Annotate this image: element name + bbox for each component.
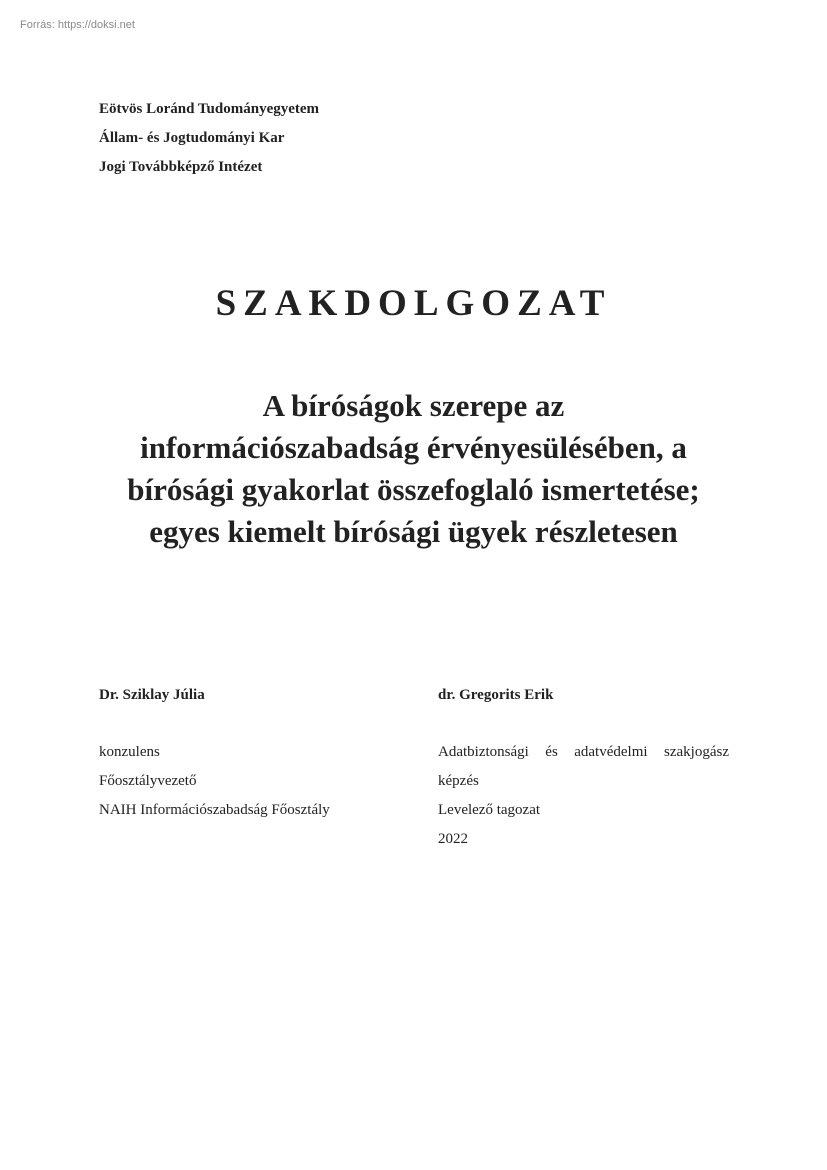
- consultant-position: Főosztályvezető: [99, 773, 197, 789]
- thesis-title: [70, 385, 757, 553]
- institution-block: [99, 100, 319, 187]
- student-study-mode: Levelező tagozat: [438, 802, 541, 818]
- consultant-details: [99, 743, 399, 830]
- faculty-name: Állam- és Jogtudományi Kar: [99, 130, 285, 146]
- consultant-department: NAIH Információszabadság Főosztály: [99, 802, 330, 818]
- consultant-name: Dr. Sziklay Júlia: [99, 687, 205, 703]
- student-details: [438, 743, 729, 859]
- institute-name: Jogi Továbbképző Intézet: [99, 159, 263, 175]
- source-watermark: Forrás: https://doksi.net: [20, 19, 135, 31]
- consultant-role: konzulens: [99, 744, 160, 760]
- thesis-title-line: bírósági gyakorlat összefoglaló ismertetése;: [127, 472, 700, 507]
- thesis-title-line: információszabadság érvényesülésében, a: [140, 430, 687, 465]
- student-name: dr. Gregorits Erik: [438, 687, 554, 703]
- student-program-line1: Adatbiztonsági és adatvédelmi szakjogász: [438, 744, 729, 760]
- student-block: [438, 686, 729, 859]
- student-program-line2: képzés: [438, 773, 479, 789]
- document-type-heading: SZAKDOLGOZAT: [215, 283, 612, 324]
- thesis-title-line: A bíróságok szerepe az: [262, 388, 565, 423]
- university-name: Eötvös Loránd Tudományegyetem: [99, 101, 320, 117]
- thesis-title-line: egyes kiemelt bírósági ügyek részletesen: [149, 514, 678, 549]
- student-year: 2022: [438, 831, 468, 847]
- consultant-block: [99, 686, 399, 830]
